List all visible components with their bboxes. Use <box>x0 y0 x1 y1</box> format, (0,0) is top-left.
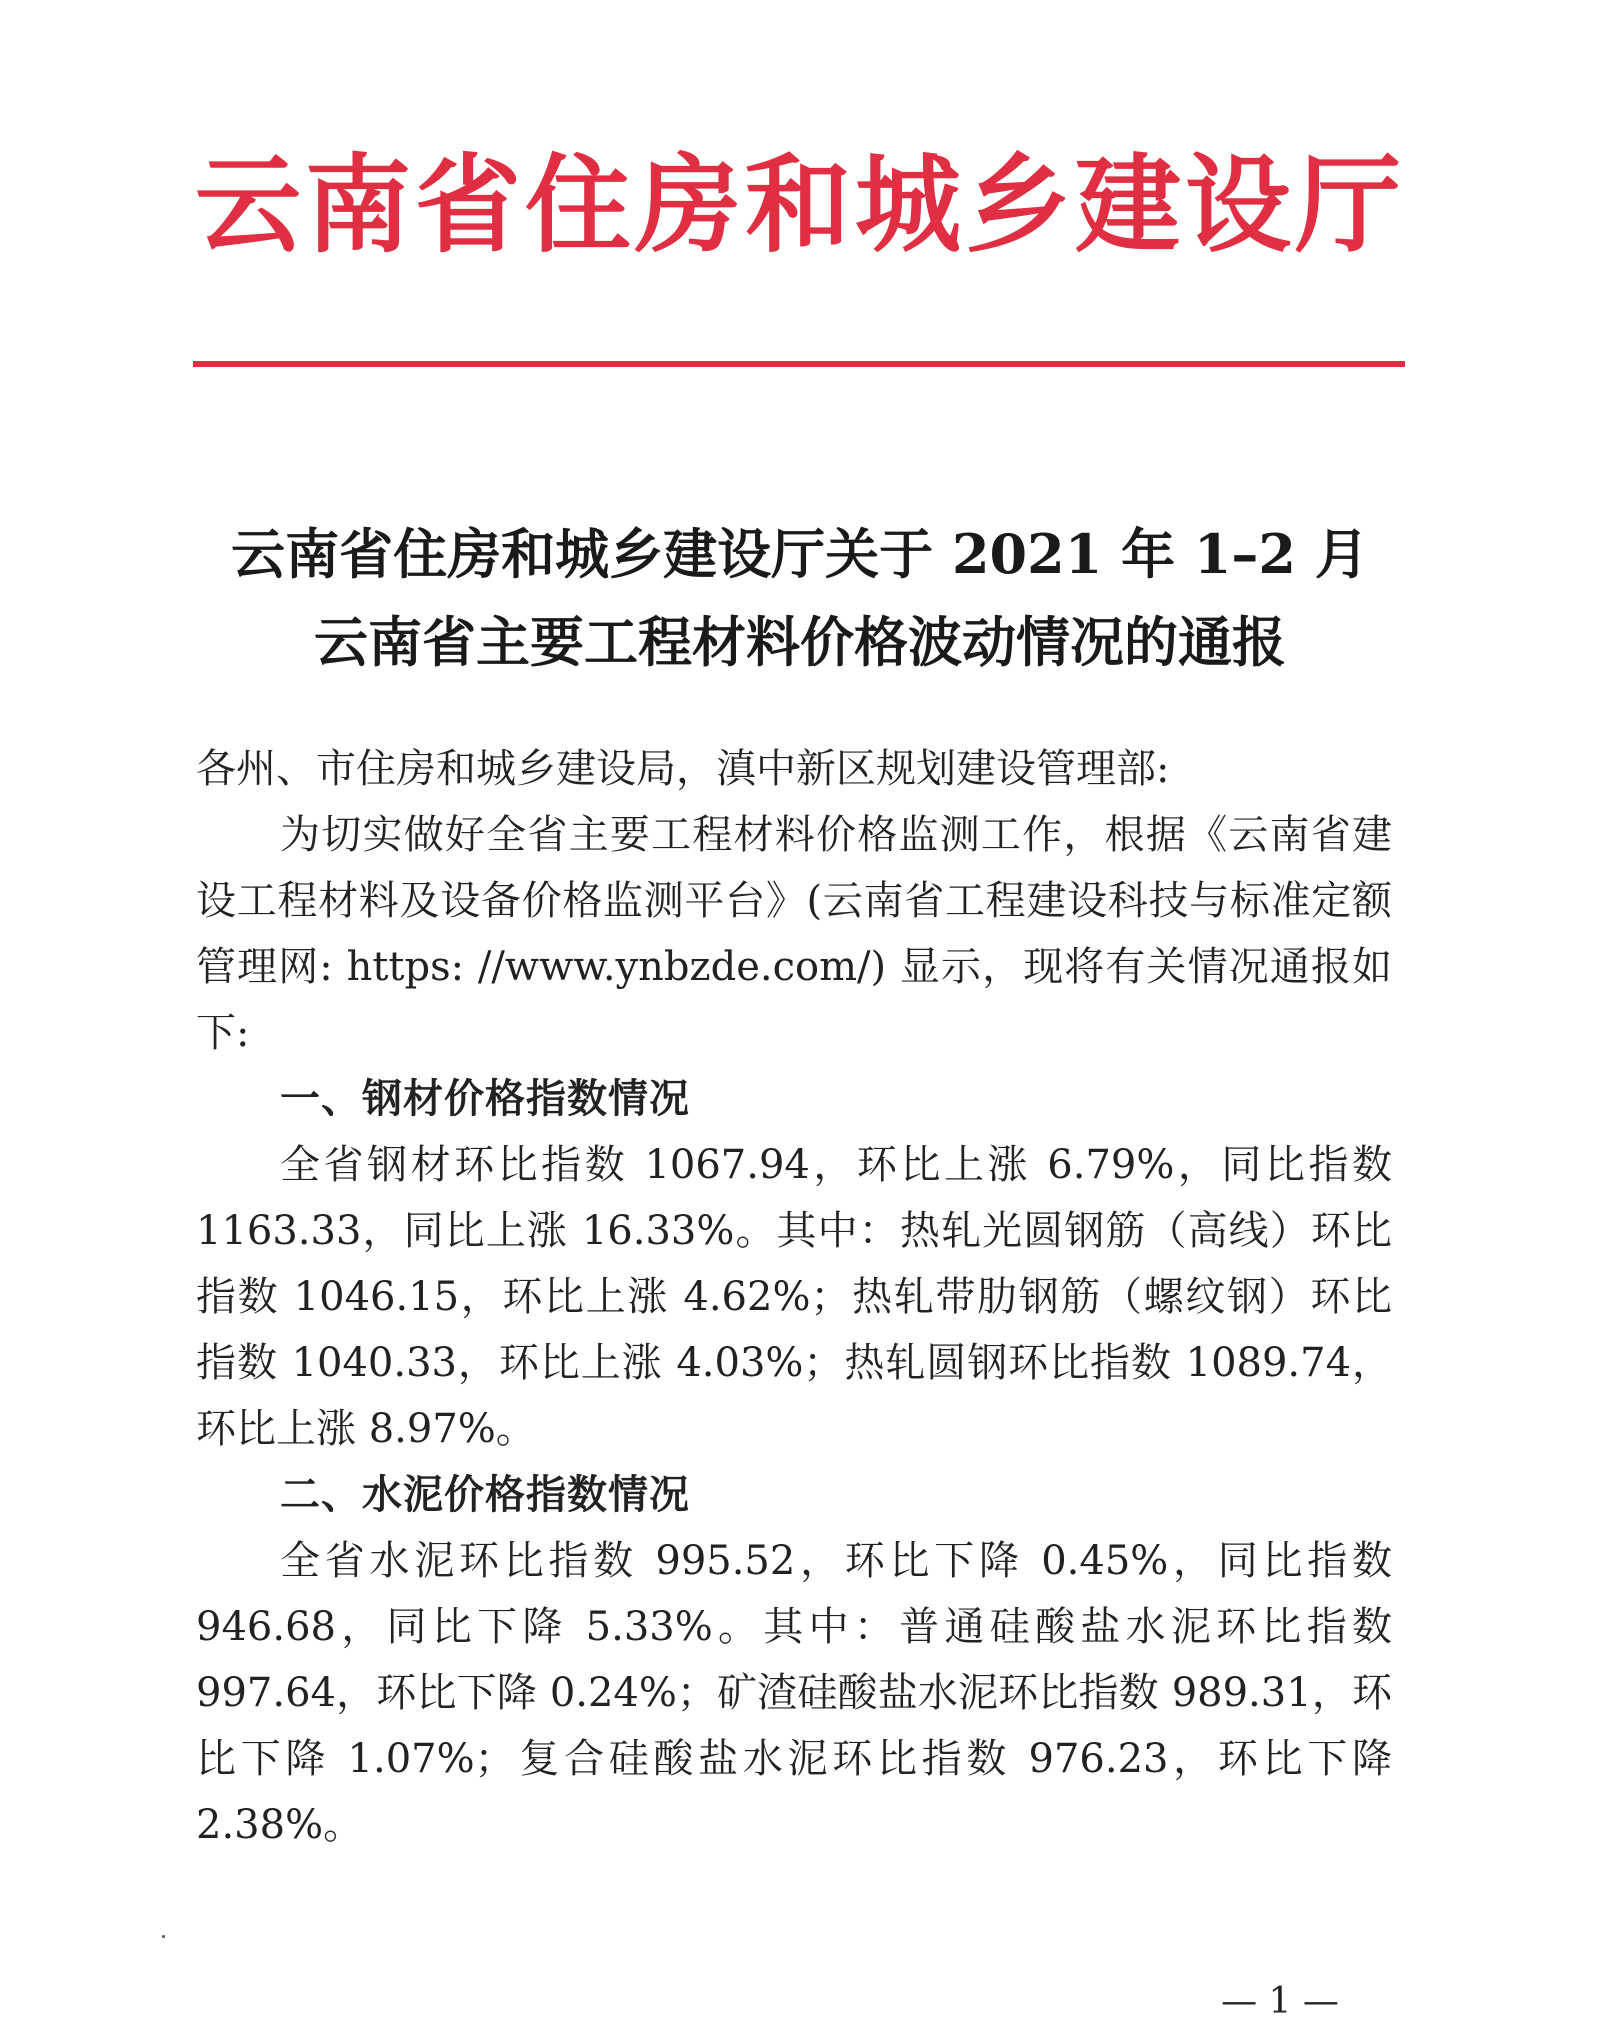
document-body <box>196 736 1392 1858</box>
section-1-heading: 一、钢材价格指数情况 <box>280 1076 690 1122</box>
intro-paragraph: 为切实做好全省主要工程材料价格监测工作，根据《云南省建设工程材料及设备价格监测平台》(云南省工程建设科技与标准定额管理网: https: //www.ynbzde.com/) 显示，现将有关情况通报如下: <box>196 812 1392 1056</box>
document-title-line-1: 云南省住房和城乡建设厅关于 2021 年 1–2 月 <box>231 522 1369 586</box>
document-title-line-2: 云南省主要工程材料价格波动情况的通报 <box>314 610 1286 674</box>
section-2-heading: 二、水泥价格指数情况 <box>280 1472 690 1518</box>
section-1-paragraph: 全省钢材环比指数 1067.94，环比上涨 6.79%，同比指数 1163.33，同比上涨 16.33%。其中：热轧光圆钢筋（高线）环比指数 1046.15，环比上涨 4.62%；热轧带肋钢筋（螺纹钢）环比指数 1040.33，环比上涨 4.03%；热轧圆钢环比指数 1089.74，环比上涨 8.97%。 <box>196 1142 1392 1452</box>
page-number: — 1 — <box>1221 1981 1339 2022</box>
document-title <box>150 510 1450 686</box>
letterhead-red-rule <box>193 361 1405 367</box>
scan-speck <box>162 1935 165 1938</box>
salutation: 各州、市住房和城乡建设局，滇中新区规划建设管理部: <box>196 746 1170 792</box>
section-2-paragraph: 全省水泥环比指数 995.52，环比下降 0.45%，同比指数 946.68，同比下降 5.33%。其中：普通硅酸盐水泥环比指数 997.64，环比下降 0.24%；矿渣硅酸盐水泥环比指数 989.31，环比下降 1.07%；复合硅酸盐水泥环比指数 976.23，环比下降 2.38%。 <box>196 1538 1392 1848</box>
letterhead-org-name: 云南省住房和城乡建设厅 <box>195 142 1405 267</box>
